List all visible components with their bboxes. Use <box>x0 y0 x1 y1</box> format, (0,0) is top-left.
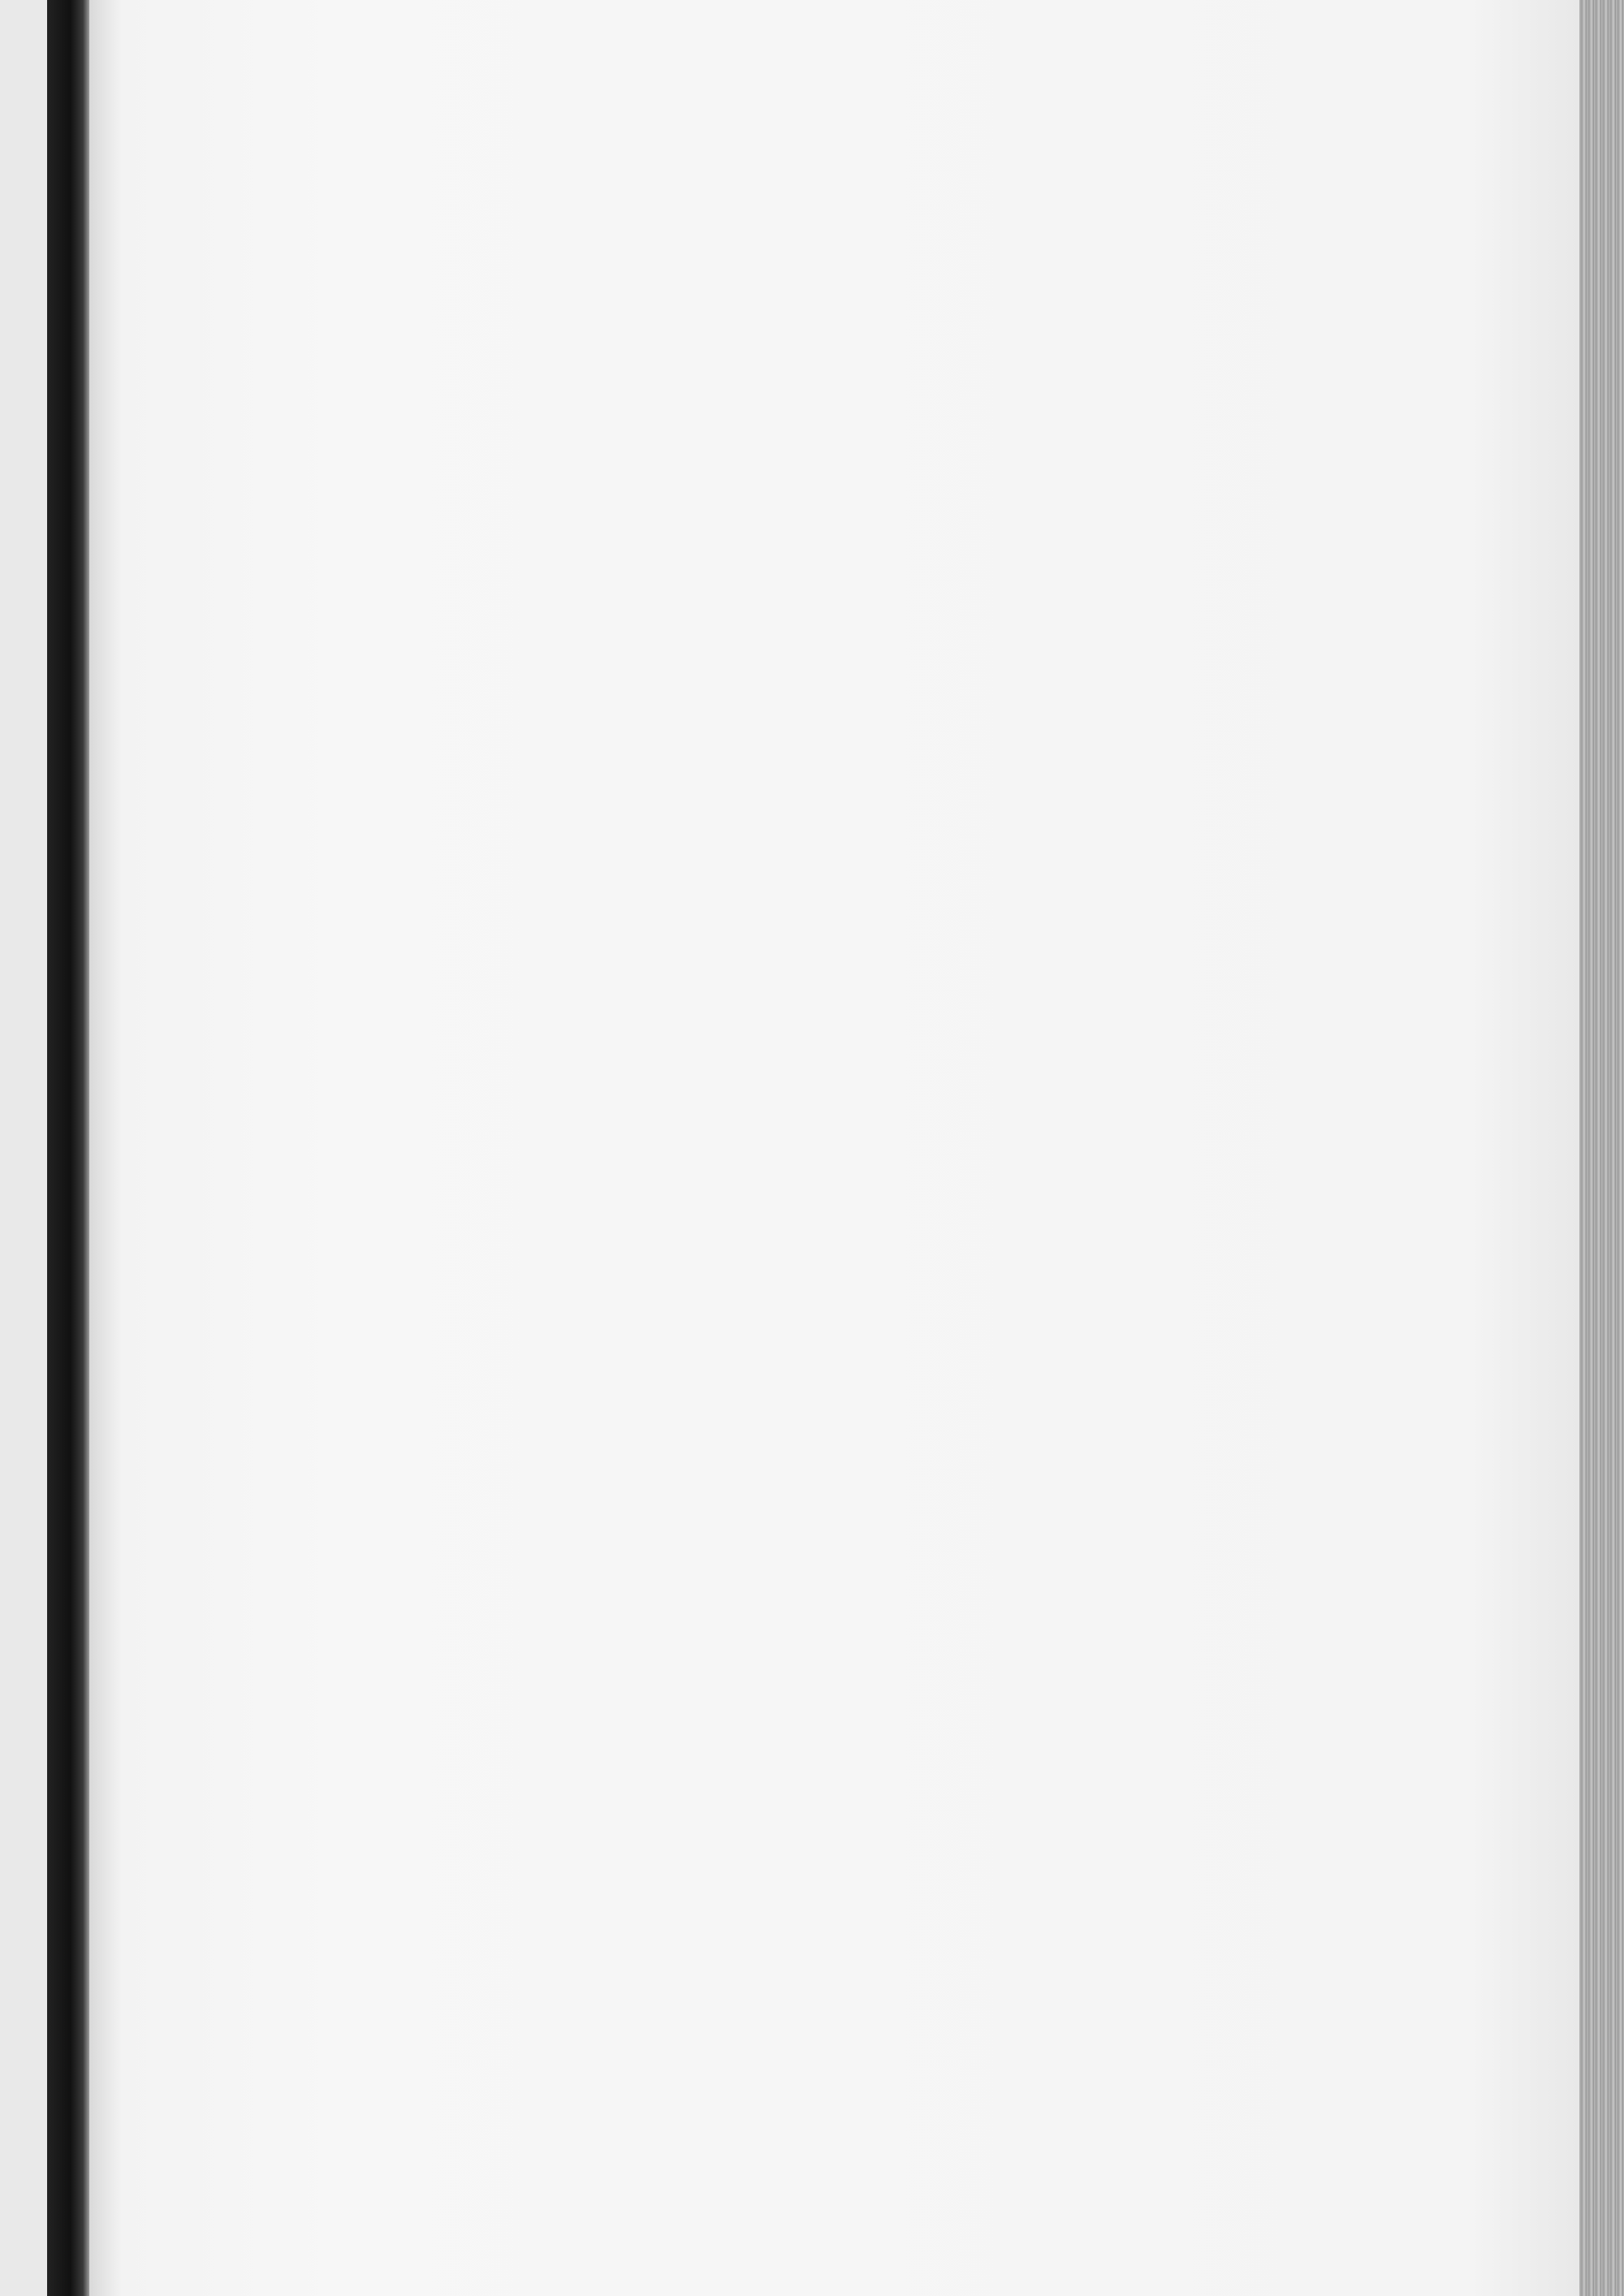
page-header <box>235 50 1413 91</box>
page-paper <box>89 0 1579 2296</box>
adjacent-page-fragment <box>0 0 47 2296</box>
page-stack-edge <box>1579 0 1624 2296</box>
book-spine-shadow <box>47 0 89 2296</box>
